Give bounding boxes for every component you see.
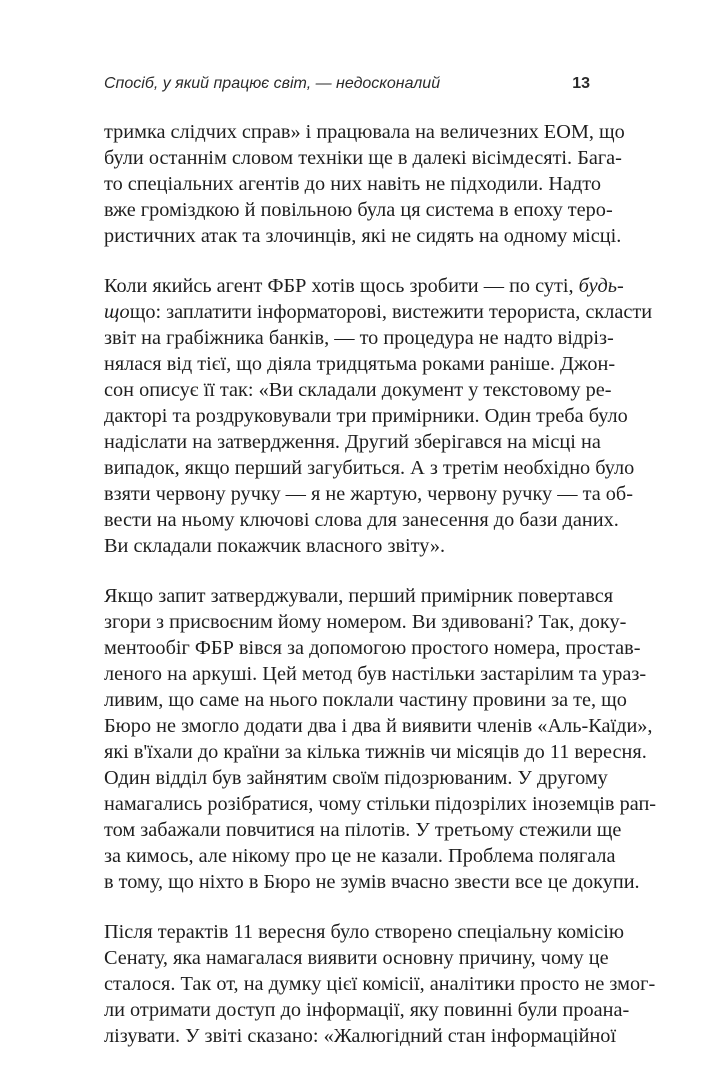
text-line: Сенату, яка намагалася виявити основну причину, чому це xyxy=(104,947,609,969)
text-line: Один відділ був зайнятим своїм підозрюваним. У другому xyxy=(104,767,608,789)
text-line: ли отримати доступ до інформації, яку повинні були проана- xyxy=(104,999,630,1021)
text-line xyxy=(104,273,624,299)
text-run: Коли якийсь агент ФБР хотів щось зробити — по суті, xyxy=(104,275,579,297)
text-line: за кимось, але нікому про це не казали. Проблема полягала xyxy=(104,845,616,867)
text-line xyxy=(104,299,653,325)
text-line: вести на ньому ключові слова для занесення до бази даних. xyxy=(104,509,619,531)
text-line: вже громіздкою й повільною була ця система в епоху теро- xyxy=(104,199,613,221)
text-line: то спеціальних агентів до них навіть не підходили. Надто xyxy=(104,173,602,195)
text-line: звіт на грабіжника банків, — то процедура не надто відріз- xyxy=(104,327,614,349)
text-line: були останнім словом техніки ще в далекі вісімдесяті. Бага- xyxy=(104,147,622,169)
body-text xyxy=(104,119,657,1073)
text-line: випадок, якщо перший загубиться. А з третім необхідно було xyxy=(104,457,635,479)
text-line: Бюро не змогло додати два і два й виявити членів «Аль-Каїди», xyxy=(104,715,653,737)
paragraph-4 xyxy=(104,919,656,1049)
text-line: які в'їхали до країни за кілька тижнів чи місяців до 11 вересня. xyxy=(104,741,647,763)
text-line: надіслати на затвердження. Другий зберігався на місці на xyxy=(104,431,601,453)
text-line: сталося. Так от, на думку цієї комісії, аналітики просто не змог- xyxy=(104,973,656,995)
text-line: згори з присвоєним йому номером. Ви здивовані? Так, доку- xyxy=(104,611,627,633)
text-line: Ви складали покажчик власного звіту». xyxy=(104,535,446,557)
text-line: в тому, що ніхто в Бюро не зумів вчасно звести все це докупи. xyxy=(104,871,640,893)
paragraph-2 xyxy=(104,273,653,559)
text-line: лізувати. У звіті сказано: «Жалюгідний стан інформаційної xyxy=(104,1025,617,1047)
paragraph-1 xyxy=(104,119,625,249)
text-line: сон описує її так: «Ви складали документ у текстовому ре- xyxy=(104,379,612,401)
text-line: ливим, що саме на нього поклали частину провини за те, що xyxy=(104,689,627,711)
text-line: нялася від тієї, що діяла тридцятьма роками раніше. Джон- xyxy=(104,353,616,375)
text-run: що: заплатити інформаторові, вистежити терориста, скласти xyxy=(129,301,653,323)
running-title: Спосіб, у який працює світ, — недосконалий xyxy=(104,75,441,92)
paragraph-3 xyxy=(104,583,657,895)
running-header xyxy=(104,72,590,98)
text-line: леного на аркуші. Цей метод був настільки застарілим та ураз- xyxy=(104,663,647,685)
text-line: Після терактів 11 вересня було створено спеціальну комісію xyxy=(104,921,625,943)
text-line: дакторі та роздруковували три примірники. Один треба було xyxy=(104,405,628,427)
text-line: тримка слідчих справ» і працювала на величезних ЕОМ, що xyxy=(104,121,625,143)
italic-word: будь- xyxy=(578,275,624,297)
text-line: ментообіг ФБР вівся за допомогою простого номера, простав- xyxy=(104,637,641,659)
text-line: намагались розібратися, чому стільки підозрілих іноземців рап- xyxy=(104,793,657,815)
text-line: ристичних атак та злочинців, які не сидять на одному місці. xyxy=(104,225,622,247)
text-line: взяти червону ручку — я не жартую, червону ручку — та об- xyxy=(104,483,633,505)
text-line: Якщо запит затверджували, перший примірник повертався xyxy=(104,585,614,607)
text-line: том забажали повчитися на пілотів. У третьому стежили ще xyxy=(104,819,622,841)
page-number: 13 xyxy=(572,75,590,92)
italic-word: що xyxy=(104,301,130,323)
